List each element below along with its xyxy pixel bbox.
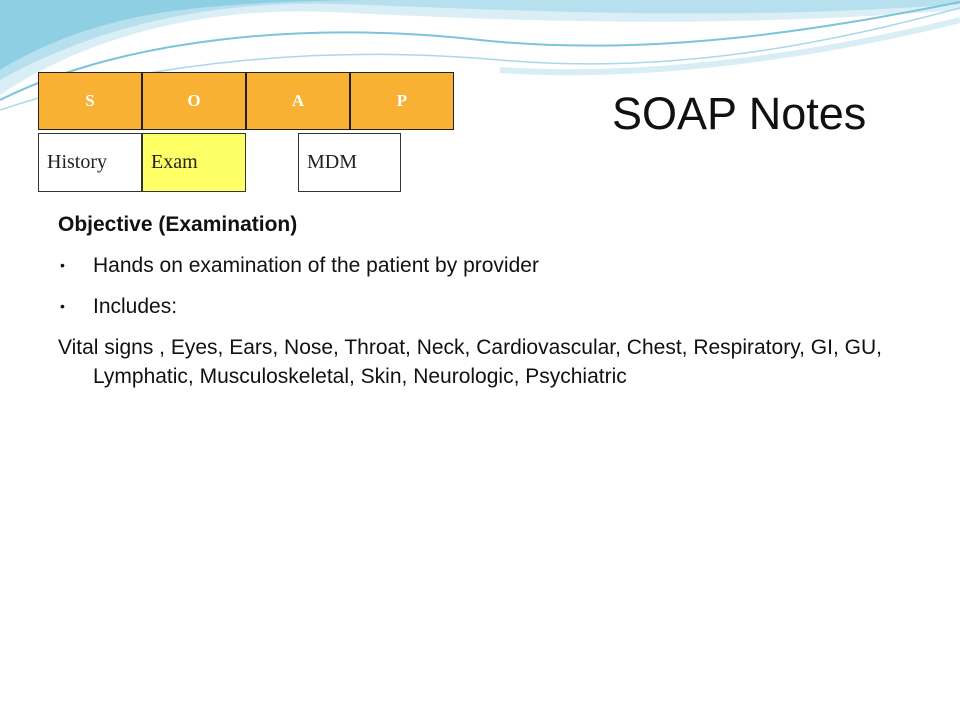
section-heading: Objective (Examination) xyxy=(58,213,298,236)
soap-box-a: A xyxy=(246,72,350,130)
soap-box-p: P xyxy=(350,72,454,130)
soap-boxes-row xyxy=(38,72,454,132)
bullet-text: Hands on examination of the patient by provider xyxy=(93,254,539,277)
bullet-text: Includes: xyxy=(93,295,178,318)
bullet-icon: • xyxy=(60,257,65,273)
bullet-icon: • xyxy=(60,298,65,314)
slide-content xyxy=(58,210,928,391)
slide-title: SOAP Notes xyxy=(612,88,867,139)
exam-systems-paragraph: Vital signs , Eyes, Ears, Nose, Throat, Neck, Cardiovascular, Chest, Respiratory, GI, GU, Lymphatic, Musculoskeletal, Skin, Neurologic, Psychiatric xyxy=(58,336,882,388)
mdm-box: MDM xyxy=(298,133,401,192)
history-box: History xyxy=(38,133,142,192)
exam-box: Exam xyxy=(142,133,246,192)
soap-box-o: O xyxy=(142,72,246,130)
bullet-item xyxy=(58,251,928,280)
soap-box-s: S xyxy=(38,72,142,130)
bullet-item xyxy=(58,292,928,321)
